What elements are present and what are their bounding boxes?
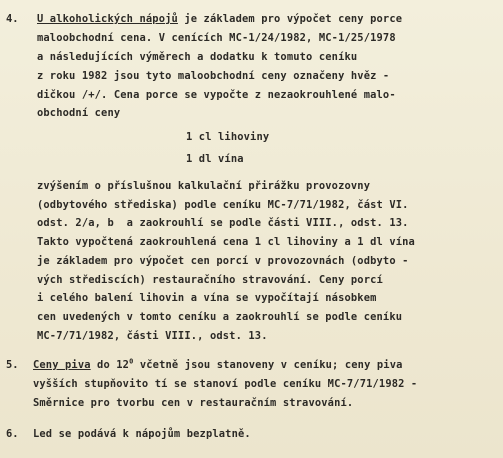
centered-line-vina: 1 dl vína <box>186 153 244 165</box>
item-4-cont-line-9: MC-7/71/1982, části VIII., odst. 13. <box>37 330 268 342</box>
item-6-number: 6. <box>6 428 19 440</box>
item-4-line-4: z roku 1982 jsou tyto maloobchodní ceny označeny hvěz - <box>37 70 390 82</box>
centered-line-lihoviny: 1 cl lihoviny <box>186 131 270 143</box>
item-4-cont-line-8: cen uvedených v tomto ceníku a zaokrouhlí se podle ceníku <box>37 311 403 323</box>
item-4-line-1-rest: je základem pro výpočet ceny porce <box>177 13 403 25</box>
item-4-cont-line-4: Takto vypočtená zaokrouhlená cena 1 cl lihoviny a 1 dl vína <box>37 236 415 248</box>
item-5-line-1-rest: včetně jsou stanoveny v ceníku; ceny piva <box>133 359 403 371</box>
item-5-line-2: vyšších stupňovito tí se stanoví podle ceníku MC-7/71/1982 - <box>33 378 418 390</box>
item-4-line-1 <box>37 13 402 26</box>
item-4-cont-line-2: (odbytového střediska) podle ceníku MC-7/71/1982, část VI. <box>37 199 409 211</box>
item-4-cont-line-6: vých střediscích) restauračního stravování. Ceny porcí <box>37 274 383 286</box>
item-4-number: 4. <box>6 13 19 25</box>
item-5-degree-superscript: 0 <box>129 357 134 366</box>
item-5-number: 5. <box>6 359 19 371</box>
item-4-cont-line-5: je základem pro výpočet cen porcí v provozovnách (odbyto - <box>37 255 409 267</box>
item-5-underlined-term: Ceny piva <box>33 359 91 371</box>
item-4-cont-line-7: i celého balení lihovin a vína se vypočítají násobkem <box>37 292 377 304</box>
item-4-line-2: maloobchodní cena. V cenících MC-1/24/1982, MC-1/25/1978 <box>37 32 396 44</box>
item-5-line-1 <box>33 359 403 372</box>
item-4-line-5: dičkou /+/. Cena porce se vypočte z nezaokrouhlené malo- <box>37 89 396 101</box>
item-4-line-3: a následujících výměrech a dodatku k tomuto ceníku <box>37 51 358 63</box>
item-4-cont-line-3: odst. 2/a, b a zaokrouhlí se podle části VIII., odst. 13. <box>37 217 409 229</box>
item-4-line-6: obchodní ceny <box>37 107 121 119</box>
item-4-cont-line-1: zvýšením o příslušnou kalkulační přirážku provozovny <box>37 180 371 192</box>
item-5-line-1-part: do 12 <box>90 359 130 371</box>
item-4-underlined-term: U alkoholických nápojů <box>37 13 178 25</box>
item-5-line-3: Směrnice pro tvorbu cen v restauračním stravování. <box>33 397 354 409</box>
item-6-line: Led se podává k nápojům bezplatně. <box>33 428 251 440</box>
